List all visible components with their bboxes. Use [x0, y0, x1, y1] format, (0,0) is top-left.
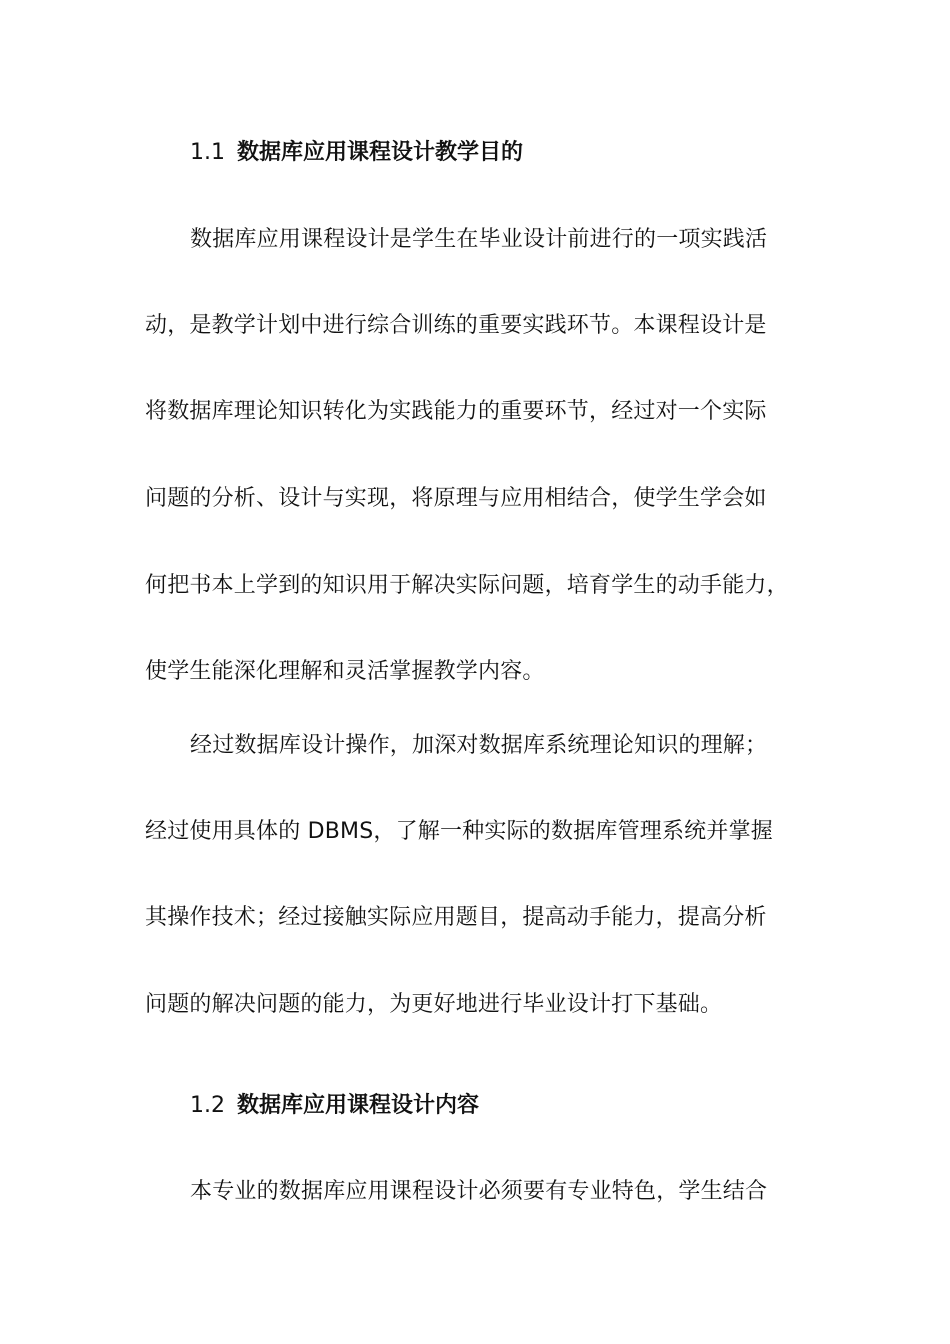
section-heading-1-2 [190, 1091, 479, 1121]
paragraph-line: 问题的分析、设计与实现，将原理与应用相结合，使学生学会如 [145, 486, 767, 511]
section-title: 数据库应用课程设计内容 [237, 1093, 480, 1118]
paragraph-line: 其操作技术；经过接触实际应用题目，提高动手能力，提高分析 [145, 905, 767, 930]
paragraph-line: 将数据库理论知识转化为实践能力的重要环节，经过对一个实际 [145, 399, 767, 424]
paragraph-line: 动，是教学计划中进行综合训练的重要实践环节。本课程设计是 [145, 313, 767, 338]
paragraph-line: 问题的解决问题的能力，为更好地进行毕业设计打下基础。 [145, 992, 723, 1017]
section-title: 数据库应用课程设计教学目的 [237, 140, 524, 165]
paragraph-line: 经过使用具体的 DBMS，了解一种实际的数据库管理系统并掌握 [145, 819, 773, 844]
section-number: 1.1 [190, 140, 225, 165]
paragraph-line: 数据库应用课程设计是学生在毕业设计前进行的一项实践活 [190, 227, 768, 252]
paragraph-line: 经过数据库设计操作，加深对数据库系统理论知识的理解； [190, 733, 768, 758]
section-heading-1-1 [190, 138, 523, 168]
paragraph-line: 使学生能深化理解和灵活掌握教学内容。 [145, 659, 545, 684]
paragraph-line: 何把书本上学到的知识用于解决实际问题，培育学生的动手能力， [145, 573, 789, 598]
paragraph-line: 本专业的数据库应用课程设计必须要有专业特色，学生结合 [190, 1179, 768, 1204]
section-number: 1.2 [190, 1093, 225, 1118]
